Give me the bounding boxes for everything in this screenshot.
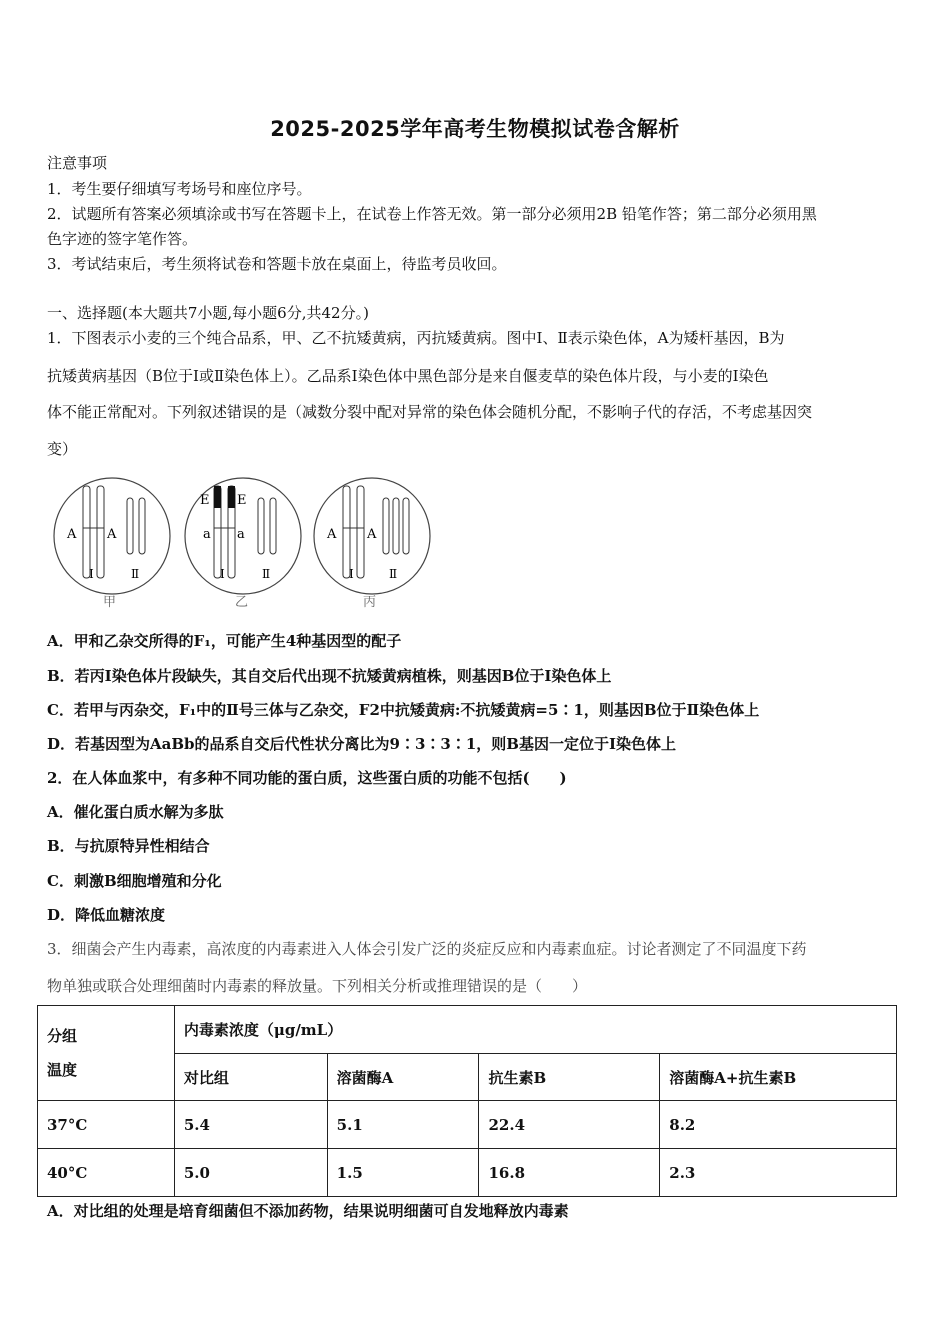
table-cell: 5.4 [174, 1101, 327, 1149]
q2-option-c: C．刺激B细胞增殖和分化 [47, 872, 222, 890]
row-label: 40°C [38, 1149, 175, 1197]
gene-label: A [367, 527, 377, 542]
section-heading: 一、选择题(本大题共7小题,每小题6分,共42分。) [47, 304, 369, 322]
gene-label: a [237, 527, 245, 542]
column-header: 对比组 [174, 1054, 327, 1101]
q3-option-a: A．对比组的处理是培育细菌但不添加药物，结果说明细菌可自发地释放内毒素 [47, 1202, 569, 1220]
table-cell: 5.0 [174, 1149, 327, 1197]
column-header: 溶菌酶A+抗生素B [660, 1054, 897, 1101]
cell-name: 乙 [235, 595, 249, 610]
gene-label: E [200, 493, 210, 508]
chromosome-label: Ⅱ [131, 567, 140, 581]
endotoxin-table [37, 1005, 897, 1197]
cell-yi [185, 478, 301, 610]
notice-item: 1．考生要仔细填写考场号和座位序号。 [47, 180, 312, 198]
q2-option-b: B．与抗原特异性相结合 [47, 837, 210, 855]
q1-stem-line: 变） [47, 440, 78, 458]
table-corner-cell [38, 1006, 175, 1101]
q1-option-d: D．若基因型为AaBb的品系自交后代性状分离比为9∶3∶3∶1，则B基因一定位于Ⅰ染色体上 [47, 735, 676, 753]
corner-temp-label: 温度 [47, 1061, 78, 1079]
gene-label: A [107, 527, 117, 542]
cell-name: 甲 [103, 595, 117, 610]
table-cell: 8.2 [660, 1101, 897, 1149]
table-cell: 22.4 [479, 1101, 660, 1149]
column-header: 抗生素B [479, 1054, 660, 1101]
chromosome-label: Ⅰ [349, 567, 354, 581]
gene-label: A [67, 527, 77, 542]
gene-label: A [327, 527, 337, 542]
chromosome-label: Ⅱ [262, 567, 271, 581]
table-row [38, 1149, 897, 1197]
table-cell: 5.1 [327, 1101, 479, 1149]
table-cell: 2.3 [660, 1149, 897, 1197]
chromosome-figure [47, 470, 467, 620]
table-header-concentration: 内毒素浓度（μg/mL） [174, 1006, 896, 1054]
gene-label: E [237, 493, 247, 508]
q1-option-b: B．若丙Ⅰ染色体片段缺失，其自交后代出现不抗矮黄病植株，则基因B位于Ⅰ染色体上 [47, 667, 612, 685]
corner-group-label: 分组 [47, 1027, 78, 1045]
q3-stem-line: 3．细菌会产生内毒素，高浓度的内毒素进入人体会引发广泛的炎症反应和内毒素血症。讨论者测定了不同温度下药 [47, 940, 807, 958]
q2-option-a: A．催化蛋白质水解为多肽 [47, 803, 224, 821]
page-title: 2025-2025学年高考生物模拟试卷含解析 [270, 117, 680, 141]
q1-stem-line: 抗矮黄病基因（B位于Ⅰ或Ⅱ染色体上）。乙品系Ⅰ染色体中黑色部分是来自偃麦草的染色体片段，与小麦的Ⅰ染色 [47, 367, 769, 385]
cell-name: 丙 [363, 595, 377, 610]
cell-jia [54, 478, 170, 610]
notice-item: 3．考试结束后，考生须将试卷和答题卡放在桌面上，待监考员收回。 [47, 255, 507, 273]
row-label: 37°C [38, 1101, 175, 1149]
table-cell: 16.8 [479, 1149, 660, 1197]
gene-label: a [203, 527, 211, 542]
q2-stem: 2．在人体血浆中，有多种不同功能的蛋白质，这些蛋白质的功能不包括( ) [47, 769, 567, 787]
notice-heading: 注意事项 [47, 154, 108, 172]
chromosome-label: Ⅱ [389, 567, 398, 581]
q1-stem-line: 1．下图表示小麦的三个纯合品系，甲、乙不抗矮黄病，丙抗矮黄病。图中Ⅰ、Ⅱ表示染色体，A为矮杆基因，B为 [47, 329, 785, 347]
q3-stem-line: 物单独或联合处理细菌时内毒素的释放量。下列相关分析或推理错误的是（ ） [47, 977, 588, 995]
cell-bing [314, 478, 430, 610]
q1-option-a: A．甲和乙杂交所得的F₁，可能产生4种基因型的配子 [47, 632, 402, 650]
q1-stem-line: 体不能正常配对。下列叙述错误的是（减数分裂中配对异常的染色体会随机分配，不影响子代的存活，不考虑基因突 [47, 403, 813, 421]
notice-item: 色字迹的签字笔作答。 [47, 230, 198, 248]
column-header: 溶菌酶A [327, 1054, 479, 1101]
table-cell: 1.5 [327, 1149, 479, 1197]
q2-option-d: D．降低血糖浓度 [47, 906, 166, 924]
q1-option-c: C．若甲与丙杂交，F₁中的Ⅱ号三体与乙杂交，F2中抗矮黄病:不抗矮黄病=5∶1，则基因B位于Ⅱ染色体上 [47, 701, 760, 719]
notice-item: 2．试题所有答案必须填涂或书写在答题卡上，在试卷上作答无效。第一部分必须用2B 铅笔作答；第二部分必须用黑 [47, 205, 817, 223]
table-row [38, 1101, 897, 1149]
chromosome-label: Ⅰ [89, 567, 94, 581]
chromosome-label: Ⅰ [220, 567, 225, 581]
